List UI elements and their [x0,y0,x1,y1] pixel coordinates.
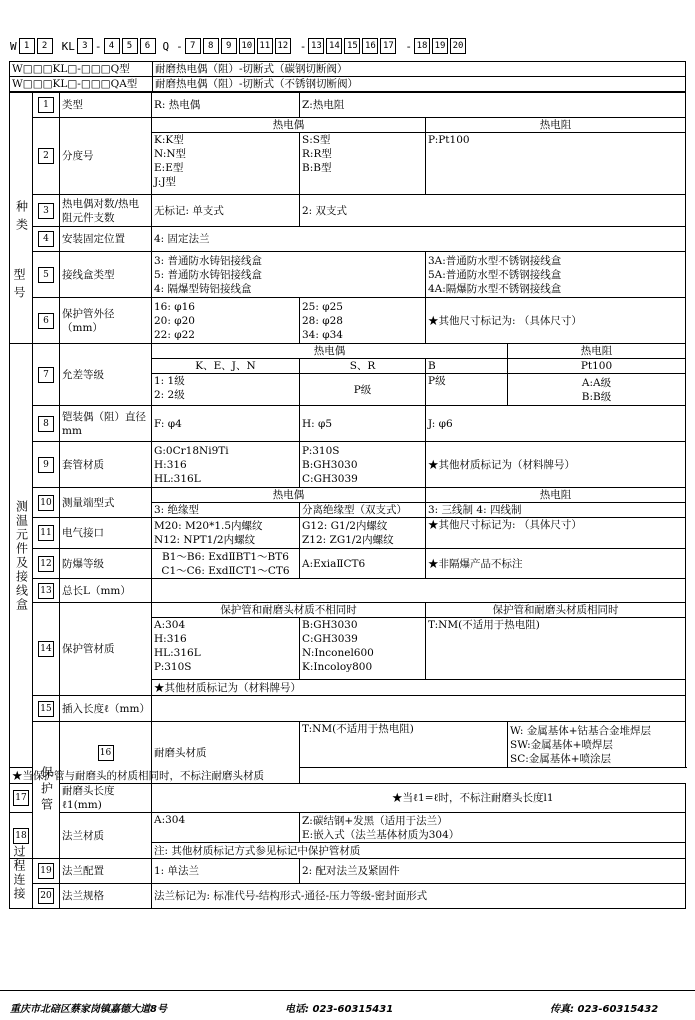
code-box: 20 [450,38,466,54]
row-number: 9 [38,457,54,473]
option-cell: M20: M20*1.5内螺纹 N12: NPT1/2内螺纹 [152,518,300,549]
group-label-process: 过程连接 [12,845,26,901]
row-number: 15 [38,701,54,717]
row-label: 耐磨头长度ℓ1(mm) [60,784,152,813]
code-box: 8 [203,38,219,54]
code-box: 19 [432,38,448,54]
option-cell: Z:碳结钢+发黑（适用于法兰） E:嵌入式（法兰基体材质为304） [300,813,686,843]
row-number: 10 [38,495,54,511]
spec-row-1 [10,93,686,118]
footer-rule [0,990,695,991]
option-cell: 16: φ16 20: φ20 22: φ22 [152,298,300,344]
option-cell: 2: 双支式 [300,195,686,227]
code-q: Q [162,39,170,53]
row-number: 16 [98,745,114,761]
model-code: W□□□KL□-□□□QA型 [10,77,153,92]
option-cell: G:0Cr18Ni9Ti H:316 HL:316L [152,442,300,488]
row-number: 12 [38,556,54,572]
spec-table [9,92,686,909]
row-number: 8 [38,416,54,432]
code-box: 5 [122,38,138,54]
option-cell: P级 [426,374,508,406]
row-number: 5 [38,267,54,283]
code-dash: - [94,39,102,53]
option-cell: K:K型 N:N型 E:E型 J:J型 [152,133,300,195]
subheader-thermocouple: 热电偶 [152,488,426,503]
row-label: 法兰材质 [60,813,152,859]
row-label: 总长L（mm） [60,579,152,603]
option-cell: 3: 三线制 4: 四线制 [426,503,686,518]
code-box: 13 [308,38,324,54]
code-box: 10 [239,38,255,54]
row-number: 13 [38,583,54,599]
row-label: 电气接口 [60,518,152,549]
option-cell: 法兰标记为: 标准代号-结构形式-通径-压力等级-密封面形式 [152,884,686,909]
option-cell: P:Pt100 [426,133,686,195]
empty-cell [152,579,686,603]
row-number: 11 [38,525,54,541]
row-number: 6 [38,313,54,329]
subheader-rtd: 热电阻 [426,118,686,133]
code-box: 18 [414,38,430,54]
row-label: 套管材质 [60,442,152,488]
option-cell: 3: 绝缘型 [152,503,300,518]
option-cell: B1～B6: ExdⅡBT1～BT6 C1～C6: ExdⅡCT1～CT6 [152,549,300,579]
model-header-table [9,61,686,92]
code-box: 3 [77,38,93,54]
option-cell: 4: 固定法兰 [152,227,686,252]
row-label: 法兰配置 [60,859,152,884]
group-label-kind: 种类 [14,200,29,236]
model-code: W□□□KL□-□□□Q型 [10,62,153,77]
row-label: 类型 [60,93,152,118]
subheader-rtd: 热电阻 [508,344,686,359]
option-cell: 1: 1级 2: 2级 [152,374,300,406]
code-box: 14 [326,38,342,54]
row-number: 17 [13,790,29,806]
code-dash: - [299,39,307,53]
row-label: 保护管外径（mm） [60,298,152,344]
row-number: 1 [38,97,54,113]
model-description: 耐磨热电偶（阻）-切断式（不锈钢切断阀） [153,77,686,92]
row-label: 测量端型式 [60,488,152,518]
option-cell: B:GH3030 C:GH3039 N:Inconel600 K:Incoloy800 [300,618,426,680]
code-box: 2 [37,38,53,54]
option-cell: ★非隔爆产品不标注 [426,549,686,579]
option-cell: 分离绝缘型（双支式） [300,503,426,518]
row-number: 14 [38,641,54,657]
code-box: 11 [257,38,273,54]
row-number: 4 [38,231,54,247]
subheader-thermocouple: 热电偶 [152,344,508,359]
code-box: 4 [104,38,120,54]
option-cell: ★其他尺寸标记为: （具体尺寸） [426,298,686,344]
footer-phone: 电话: 023-60315431 [285,1004,394,1015]
note-cell: 注: 其他材质标记方式参见标记中保护管材质 [152,843,686,859]
group-sensor [10,344,33,768]
subheader: B [426,359,508,374]
row-label: 允差等级 [60,344,152,406]
footer-fax: 传真: 023-60315432 [550,1004,659,1015]
option-cell: 3: 普通防水铸铝接线盒 5: 普通防水铸铝接线盒 4: 隔爆型铸铝接线盒 [152,252,426,298]
row-number: 20 [38,888,54,904]
option-cell: P级 [300,374,426,406]
subheader: K、E、J、N [152,359,300,374]
code-box: 16 [362,38,378,54]
model-code-line [9,38,467,54]
option-cell: S:S型 R:R型 B:B型 [300,133,426,195]
group-protection [33,722,60,859]
option-cell: J: φ6 [426,406,686,442]
option-cell: A:304 [152,813,300,843]
option-cell: A:ExiaⅡCT6 [300,549,426,579]
option-cell: A:304 H:316 HL:316L P:310S [152,618,300,680]
row-label: 铠装偶（阻）直径mm [60,406,152,442]
code-box: 6 [140,38,156,54]
code-box: 7 [185,38,201,54]
row-number: 2 [38,148,54,164]
option-cell: H: φ5 [300,406,426,442]
row-label: 耐磨头材质 [152,722,300,784]
code-box: 1 [19,38,35,54]
subheader-thermocouple: 热电偶 [152,118,426,133]
row-label: 法兰规格 [60,884,152,909]
code-dash: - [405,39,412,53]
group-type [10,93,33,344]
option-cell: 1: 单法兰 [152,859,300,884]
option-cell: Z:热电阻 [300,93,686,118]
code-box: 15 [344,38,360,54]
row-label: 防爆等级 [60,549,152,579]
option-cell: 3A:普通防水型不锈钢接线盒 5A:普通防水型不锈钢接线盒 4A:隔爆防水型不锈钢接线盒 [426,252,686,298]
code-prefix: W [10,39,17,53]
subheader: 保护管和耐磨头材质不相同时 [152,603,426,618]
row-label: 保护管材质 [60,603,152,696]
code-box: 12 [275,38,291,54]
option-cell: A:A级 B:B级 [508,374,686,406]
row-label: 接线盒类型 [60,252,152,298]
note-cell: ★当ℓ1=ℓ时，不标注耐磨头长度l1 [152,784,686,813]
row-label: 分度号 [60,118,152,195]
empty-cell [152,696,686,722]
subheader-rtd: 热电阻 [426,488,686,503]
option-cell: W: 金属基体+钴基合金堆焊层 SW:金属基体+喷焊层 SC:金属基体+喷涂层 [508,722,686,768]
option-cell: R: 热电偶 [152,93,300,118]
model-description: 耐磨热电偶（阻）-切断式（碳钢切断阀） [153,62,686,77]
row-number: 3 [38,203,54,219]
group-label-model: 型号 [12,268,26,304]
row-number: 19 [38,863,54,879]
row-label: 热电偶对数/热电阻元件支数 [60,195,152,227]
option-cell: T:NM(不适用于热电阻) [426,618,686,680]
option-cell: ★其他尺寸标记为: （具体尺寸） [426,518,686,549]
note-cell: ★其他材质标记为（材料牌号） [152,680,686,696]
group-label-protection: 保护管 [39,766,54,814]
option-cell: F: φ4 [152,406,300,442]
row-label: 安装固定位置 [60,227,152,252]
code-box: 9 [221,38,237,54]
footer-address: 重庆市北碚区蔡家岗镇嘉德大道8号 [10,1004,167,1015]
row-number: 18 [13,828,29,844]
group-label-sensor: 测温元件及接线盒 [14,499,29,612]
subheader: 保护管和耐磨头材质相同时 [426,603,686,618]
code-box: 17 [380,38,396,54]
row-label: 插入长度ℓ（mm） [60,696,152,722]
subheader: S、R [300,359,426,374]
option-cell: 25: φ25 28: φ28 34: φ34 [300,298,426,344]
code-kl: KL [61,39,75,53]
option-cell: G12: G1/2内螺纹 Z12: ZG1/2内螺纹 [300,518,426,549]
option-cell: T:NM(不适用于热电阻) [300,722,508,768]
option-cell: 2: 配对法兰及紧固件 [300,859,686,884]
option-cell: P:310S B:GH3030 C:GH3039 [300,442,426,488]
note-cell: ★当保护管与耐磨头的材质相同时，不标注耐磨头材质 [10,768,300,784]
row-number: 7 [38,367,54,383]
option-cell: ★其他材质标记为（材料牌号） [426,442,686,488]
code-dash: - [176,39,183,53]
subheader: Pt100 [508,359,686,374]
option-cell: 无标记: 单支式 [152,195,300,227]
